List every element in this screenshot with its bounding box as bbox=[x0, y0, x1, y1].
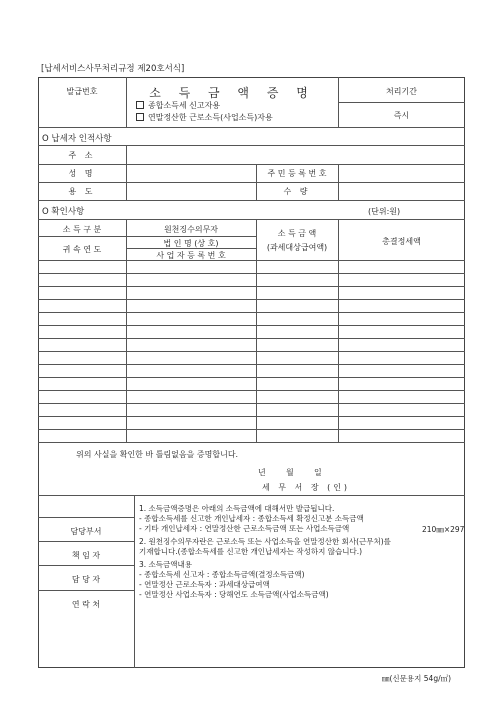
rule bbox=[38, 299, 465, 300]
rule bbox=[38, 127, 465, 128]
note-line: 2. 원천징수의무자란은 근로소득 또는 사업소득을 연말정산한 회사(근무처)를 bbox=[139, 537, 391, 546]
checkbox-icon[interactable] bbox=[136, 101, 144, 109]
note-line: - 연말정산 사업소득자 : 당해연도 소득금액(사업소득금액) bbox=[139, 590, 329, 599]
rule bbox=[38, 495, 465, 496]
rule bbox=[38, 200, 465, 201]
biz-number-header: 사 업 자 등 록 번 호 bbox=[156, 251, 226, 260]
final-tax-header: 총결정세액 bbox=[382, 237, 421, 246]
taxable-base-header: (과세대상급여액) bbox=[266, 243, 328, 252]
rule bbox=[338, 219, 339, 442]
confirmation-text: 위의 사실을 확인한 바 틀림없음을 증명합니다. bbox=[76, 450, 239, 459]
income-type-header: 소 득 구 분 bbox=[62, 225, 102, 234]
rule bbox=[38, 541, 134, 542]
year-header: 귀 속 연 도 bbox=[62, 245, 102, 254]
name-label: 성 명 bbox=[68, 169, 96, 178]
purpose-option[interactable]: 연말정산한 근로소득(사업소득)자용 bbox=[136, 112, 273, 123]
processing-period-label: 처리기간 bbox=[386, 87, 417, 96]
issue-number-label: 발급번호 bbox=[66, 87, 98, 96]
address-label: 주 소 bbox=[68, 151, 96, 160]
rule bbox=[38, 286, 465, 287]
purpose-option[interactable]: 종합소득세 신고자용 bbox=[136, 100, 220, 111]
note-line: 1. 소득금액증명은 아래의 소득금액에 대해서만 발급됩니다. bbox=[139, 504, 335, 513]
rule bbox=[38, 312, 465, 313]
quantity-label: 수 량 bbox=[283, 187, 311, 196]
form-title: 소 득 금 액 증 명 bbox=[149, 86, 315, 100]
date-month-label: 월 bbox=[286, 468, 294, 477]
note-line: 기재합니다.(종합소득세를 신고한 개인납세자는 작성하지 않습니다.) bbox=[139, 547, 363, 556]
tax-office-signature: 세 무 서 장 (인) bbox=[262, 483, 351, 492]
note-line: - 종합소득세를 신고한 개인납세자 : 종합소득세 확정신고분 소득금액 bbox=[139, 514, 364, 523]
processing-period-value: 즉시 bbox=[393, 111, 410, 120]
date-day-label: 일 bbox=[314, 468, 322, 477]
contact-label: 연 락 처 bbox=[71, 600, 101, 609]
rule bbox=[38, 273, 465, 274]
checkbox-icon[interactable] bbox=[136, 113, 144, 121]
rule bbox=[38, 236, 256, 237]
note-line: 3. 소득금액내용 bbox=[139, 560, 193, 569]
rule bbox=[38, 145, 465, 146]
rule bbox=[38, 377, 465, 378]
rule bbox=[38, 325, 465, 326]
resident-number-label: 주 민 등 록 번 호 bbox=[267, 169, 327, 178]
rule bbox=[38, 590, 134, 591]
note-line: - 종합소득세 신고자 : 종합소득금액(결정소득금액) bbox=[139, 570, 305, 579]
rule bbox=[134, 495, 135, 668]
rule bbox=[126, 145, 127, 200]
unit-label: (단위:원) bbox=[368, 207, 401, 216]
date-year-label: 년 bbox=[258, 468, 266, 477]
form-reference: [납세서비스사무처리규정 제20호서식] bbox=[41, 64, 185, 74]
rule bbox=[338, 164, 339, 200]
rule bbox=[38, 565, 134, 566]
rule bbox=[38, 351, 465, 352]
rule bbox=[38, 416, 465, 417]
manager-label: 책 임 자 bbox=[71, 551, 101, 560]
rule bbox=[338, 102, 465, 103]
officer-label: 담 당 자 bbox=[71, 575, 101, 584]
income-amount-header: 소 득 금 액 bbox=[277, 229, 317, 238]
taxpayer-section-title: O 납세자 인적사항 bbox=[42, 134, 112, 144]
rule bbox=[38, 338, 465, 339]
rule bbox=[38, 390, 465, 391]
rule bbox=[38, 403, 465, 404]
withholder-header: 원천징수의무자 bbox=[163, 225, 219, 234]
rule bbox=[38, 164, 465, 165]
rule bbox=[38, 442, 465, 443]
paper-type-note: ㎜(신문용지 54g/㎡) bbox=[382, 674, 452, 683]
note-line: - 연말정산 근로소득자 : 과세대상급여액 bbox=[139, 580, 270, 589]
corp-name-header: 법 인 명 (상 호) bbox=[163, 239, 219, 248]
rule bbox=[38, 517, 134, 518]
note-line: - 기타 개인납세자 : 연말정산한 근로소득금액 또는 사업소득금액 bbox=[139, 524, 350, 533]
verification-section-title: O 확인사항 bbox=[42, 207, 85, 217]
use-label: 용 도 bbox=[68, 187, 96, 196]
rule bbox=[38, 182, 465, 183]
department-label: 담당부서 bbox=[70, 527, 102, 536]
paper-size-note: 210㎜×297 bbox=[422, 525, 465, 534]
rule bbox=[38, 219, 465, 220]
rule bbox=[38, 429, 465, 430]
rule bbox=[38, 364, 465, 365]
